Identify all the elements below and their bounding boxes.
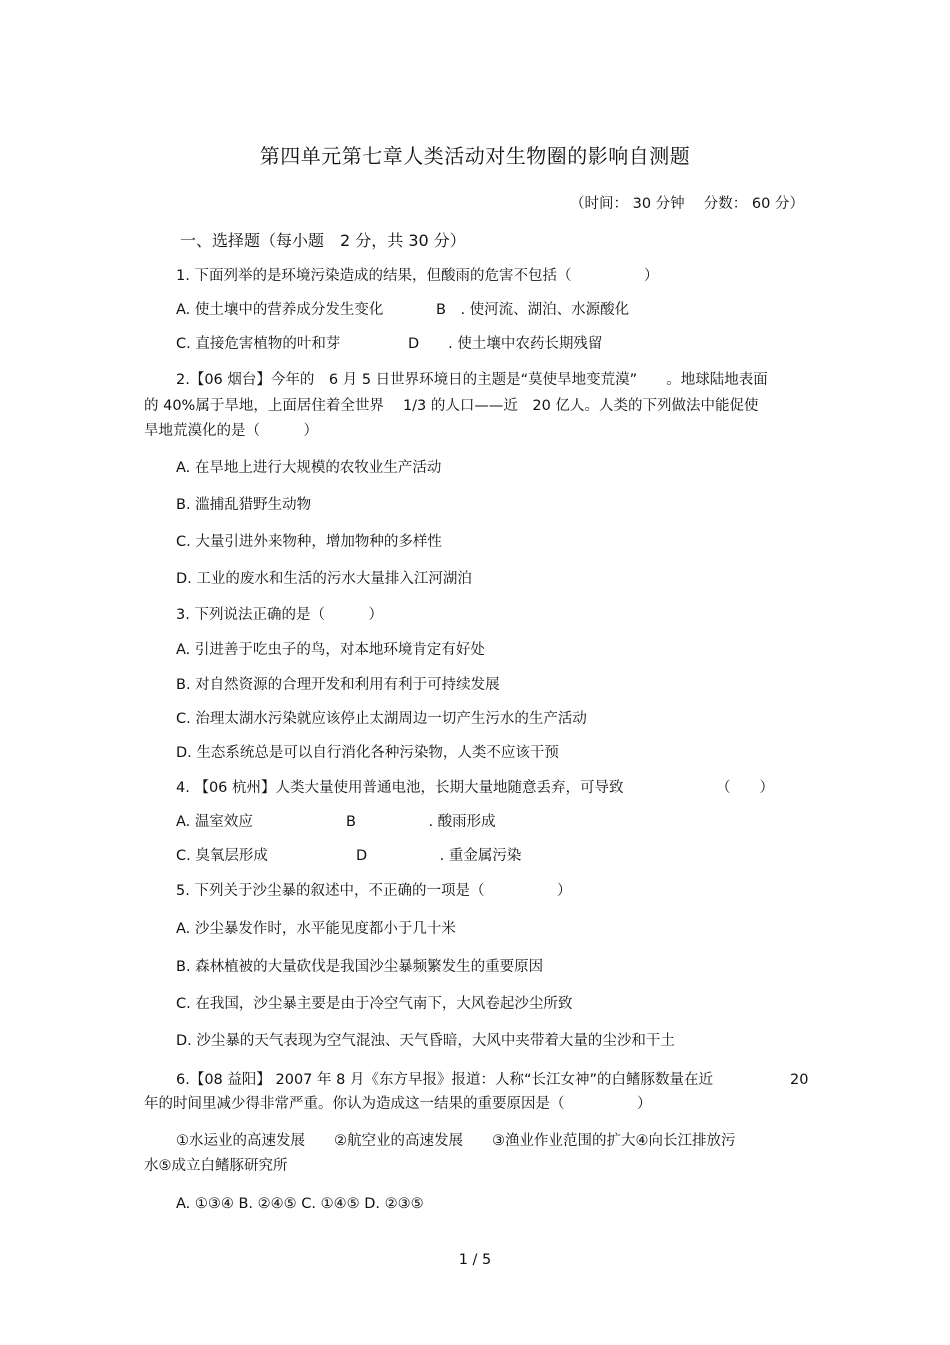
question-2-option-c: C. 大量引进外来物种，增加物种的多样性 [176,534,442,550]
question-5-option-d: D. 沙尘暴的天气表现为空气混浊、天气昏暗，大风中夹带着大量的尘沙和干土 [176,1033,675,1049]
question-1-option-a: A. 使土壤中的营养成分发生变化 [176,302,384,318]
question-2-option-d: D. 工业的废水和生活的污水大量排入江河湖泊 [176,571,472,587]
question-1-option-c: C. 直接危害植物的叶和芽 [176,336,341,352]
section-heading: 一、选择题（每小题 2 分，共 30 分） [180,231,466,250]
question-1-option-d: D . 使土壤中农药长期残留 [408,336,603,352]
question-6-stem-line-1: 6.【08 益阳】 2007 年 8 月《东方早报》报道：人称“长江女神”的白鳍豚数量在近 [176,1072,713,1088]
question-3-option-d: D. 生态系统总是可以自行消化各种污染物，人类不应该干预 [176,745,559,761]
question-3-option-b: B. 对自然资源的合理开发和利用有利于可持续发展 [176,677,500,693]
question-2-option-a: A. 在旱地上进行大规模的农牧业生产活动 [176,460,442,476]
question-2-stem-line-3: 旱地荒漠化的是（ ） [144,423,318,439]
question-6-choices: A. ①③④ B. ②④⑤ C. ①④⑤ D. ②③⑤ [176,1196,424,1212]
question-2-stem-line-1: 2.【06 烟台】今年的 6 月 5 日世界环境日的主题是“莫使旱地变荒漠” 。地球陆地表面 [176,372,768,388]
question-6-options-line-2: 水⑤成立白鳍豚研究所 [144,1158,288,1174]
question-6-stem-line-1-end: 20 [790,1072,809,1088]
question-1-stem: 1. 下面列举的是环境污染造成的结果，但酸雨的危害不包括（ ） [176,268,659,284]
question-3-stem: 3. 下列说法正确的是（ ） [176,607,383,623]
question-5-option-b: B. 森林植被的大量砍伐是我国沙尘暴频繁发生的重要原因 [176,959,544,975]
question-4-option-d: D . 重金属污染 [356,848,522,864]
question-5-option-c: C. 在我国，沙尘暴主要是由于冷空气南下，大风卷起沙尘所致 [176,996,573,1012]
question-6-stem-line-2: 年的时间里减少得非常严重。你认为造成这一结果的重要原因是（ ） [144,1096,652,1112]
question-2-option-b: B. 滥捕乱猎野生动物 [176,497,312,513]
question-4-option-b: B . 酸雨形成 [346,814,496,830]
question-2-stem-line-2: 的 40%属于旱地，上面居住着全世界 1/3 的人口——近 20 亿人。人类的下列做法中能促使 [144,398,759,414]
question-3-option-a: A. 引进善于吃虫子的鸟，对本地环境肯定有好处 [176,642,485,658]
page-title: 第四单元第七章人类活动对生物圈的影响自测题 [259,144,691,168]
question-5-stem: 5. 下列关于沙尘暴的叙述中，不正确的一项是（ ） [176,883,572,899]
time-score-info: （时间： 30 分钟 分数： 60 分） [570,196,804,212]
question-4-option-c: C. 臭氧层形成 [176,848,268,864]
question-4-answer-paren: （ ） [716,780,774,796]
page-number: 1 / 5 [458,1252,492,1268]
question-5-option-a: A. 沙尘暴发作时，水平能见度都小于几十米 [176,921,456,937]
question-1-option-b: B . 使河流、湖泊、水源酸化 [436,302,630,318]
question-4-stem: 4. 【06 杭州】人类大量使用普通电池，长期大量地随意丢弃，可导致 [176,780,624,796]
question-4-option-a: A. 温室效应 [176,814,253,830]
question-3-option-c: C. 治理太湖水污染就应该停止太湖周边一切产生污水的生产活动 [176,711,587,727]
question-6-options-line-1: ①水运业的高速发展 ②航空业的高速发展 ③渔业作业范围的扩大④向长江排放污 [176,1133,736,1149]
